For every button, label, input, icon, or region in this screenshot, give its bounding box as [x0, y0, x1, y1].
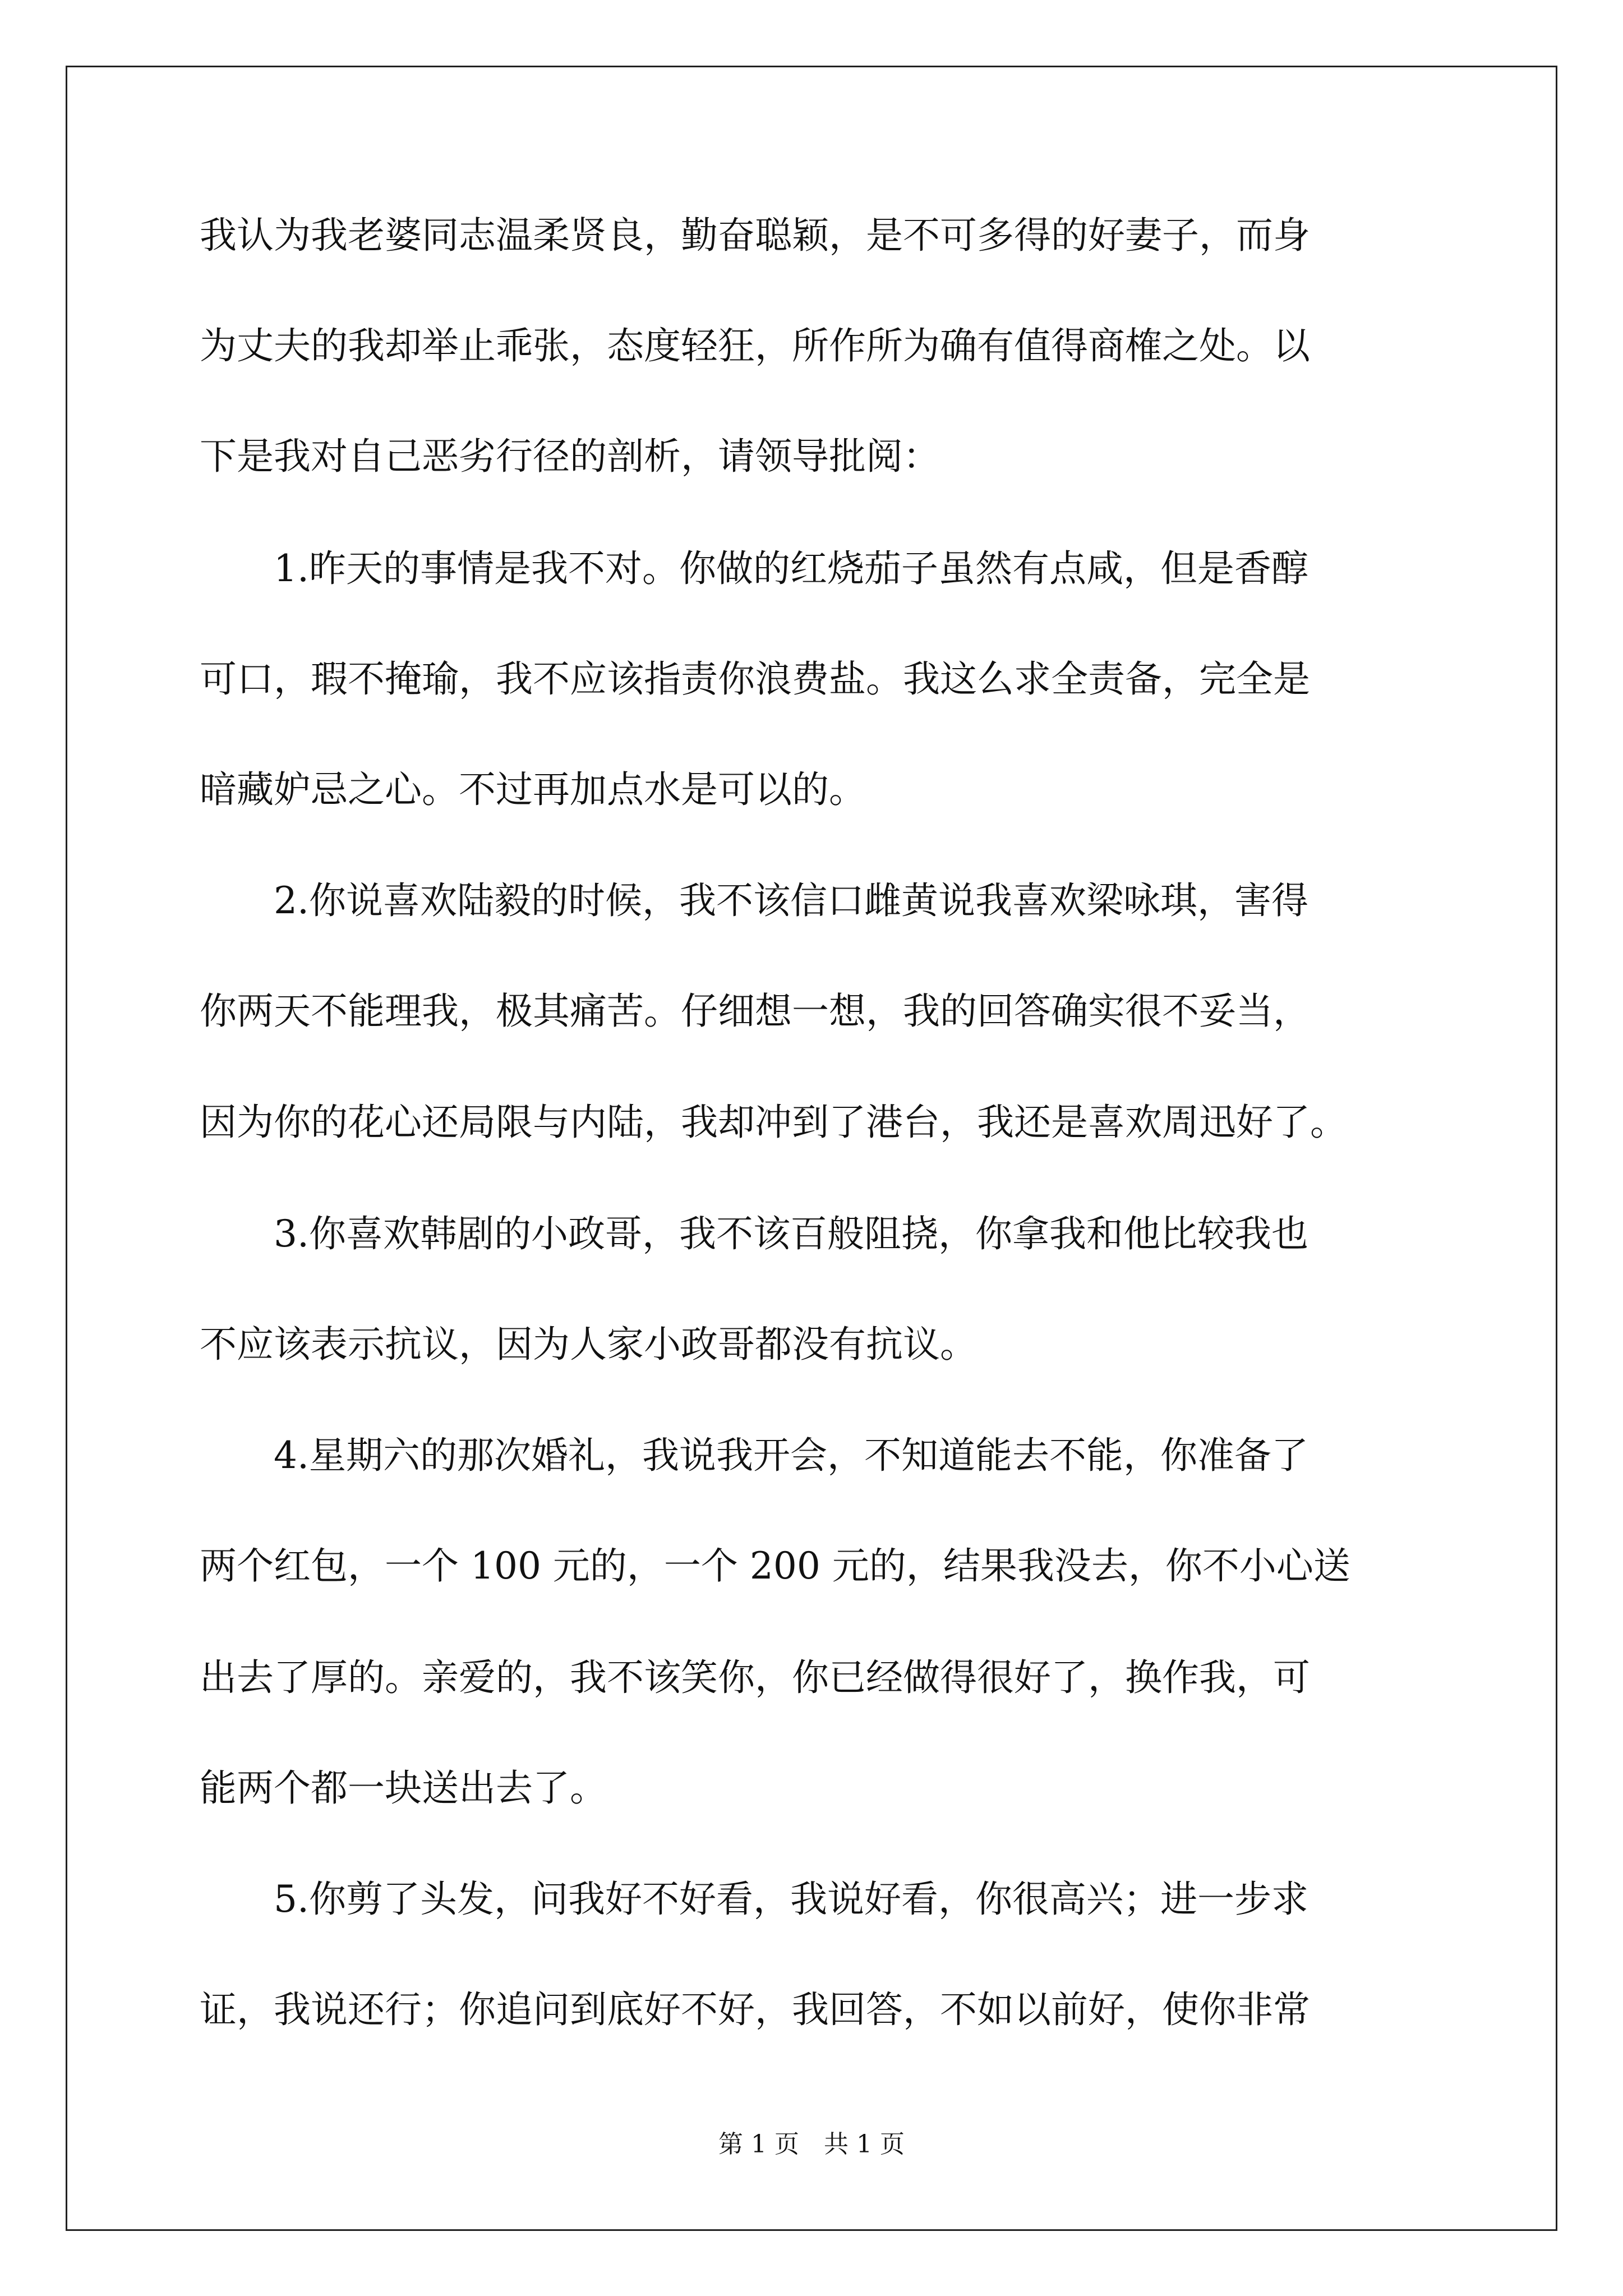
text-line: 你两天不能理我，极其痛苦。仔细想一想，我的回答确实很不妥当， — [200, 990, 1310, 1033]
text-line: 可口，瑕不掩瑜，我不应该指责你浪费盐。我这么求全责备，完全是 — [200, 657, 1310, 701]
text-line: 不应该表示抗议，因为人家小政哥都没有抗议。 — [200, 1323, 977, 1366]
text-line: 3.你喜欢韩剧的小政哥，我不该百般阻挠，你拿我和他比较我也 — [200, 1212, 1308, 1255]
text-line: 5.你剪了头发，问我好不好看，我说好看，你很高兴；进一步求 — [200, 1878, 1308, 1921]
text-line: 证，我说还行；你追问到底好不好，我回答，不如以前好，使你非常 — [200, 1988, 1310, 2031]
text-line: 为丈夫的我却举止乖张，态度轻狂，所作所为确有值得商榷之处。以 — [200, 324, 1310, 367]
text-line: 两个红包，一个 100 元的，一个 200 元的，结果我没去，你不小心送 — [200, 1544, 1350, 1588]
text-line: 我认为我老婆同志温柔贤良，勤奋聪颖，是不可多得的好妻子，而身 — [200, 214, 1310, 257]
text-line: 出去了厚的。亲爱的，我不该笑你，你已经做得很好了，换作我，可 — [200, 1656, 1310, 1699]
text-line: 下是我对自己恶劣行径的剖析，请领导批阅： — [200, 435, 940, 478]
page-footer: 第 1 页 共 1 页 — [718, 2130, 905, 2159]
text-line: 因为你的花心还局限与内陆，我却冲到了港台，我还是喜欢周迅好了。 — [200, 1101, 1347, 1144]
text-line: 4.星期六的那次婚礼，我说我开会，不知道能去不能，你准备了 — [200, 1434, 1308, 1477]
text-line: 能两个都一块送出去了。 — [200, 1766, 607, 1810]
text-line: 1.昨天的事情是我不对。你做的红烧茄子虽然有点咸，但是香醇 — [200, 547, 1308, 590]
text-line: 2.你说喜欢陆毅的时候，我不该信口雌黄说我喜欢梁咏琪，害得 — [200, 879, 1308, 922]
text-line: 暗藏妒忌之心。不过再加点水是可以的。 — [200, 768, 866, 811]
